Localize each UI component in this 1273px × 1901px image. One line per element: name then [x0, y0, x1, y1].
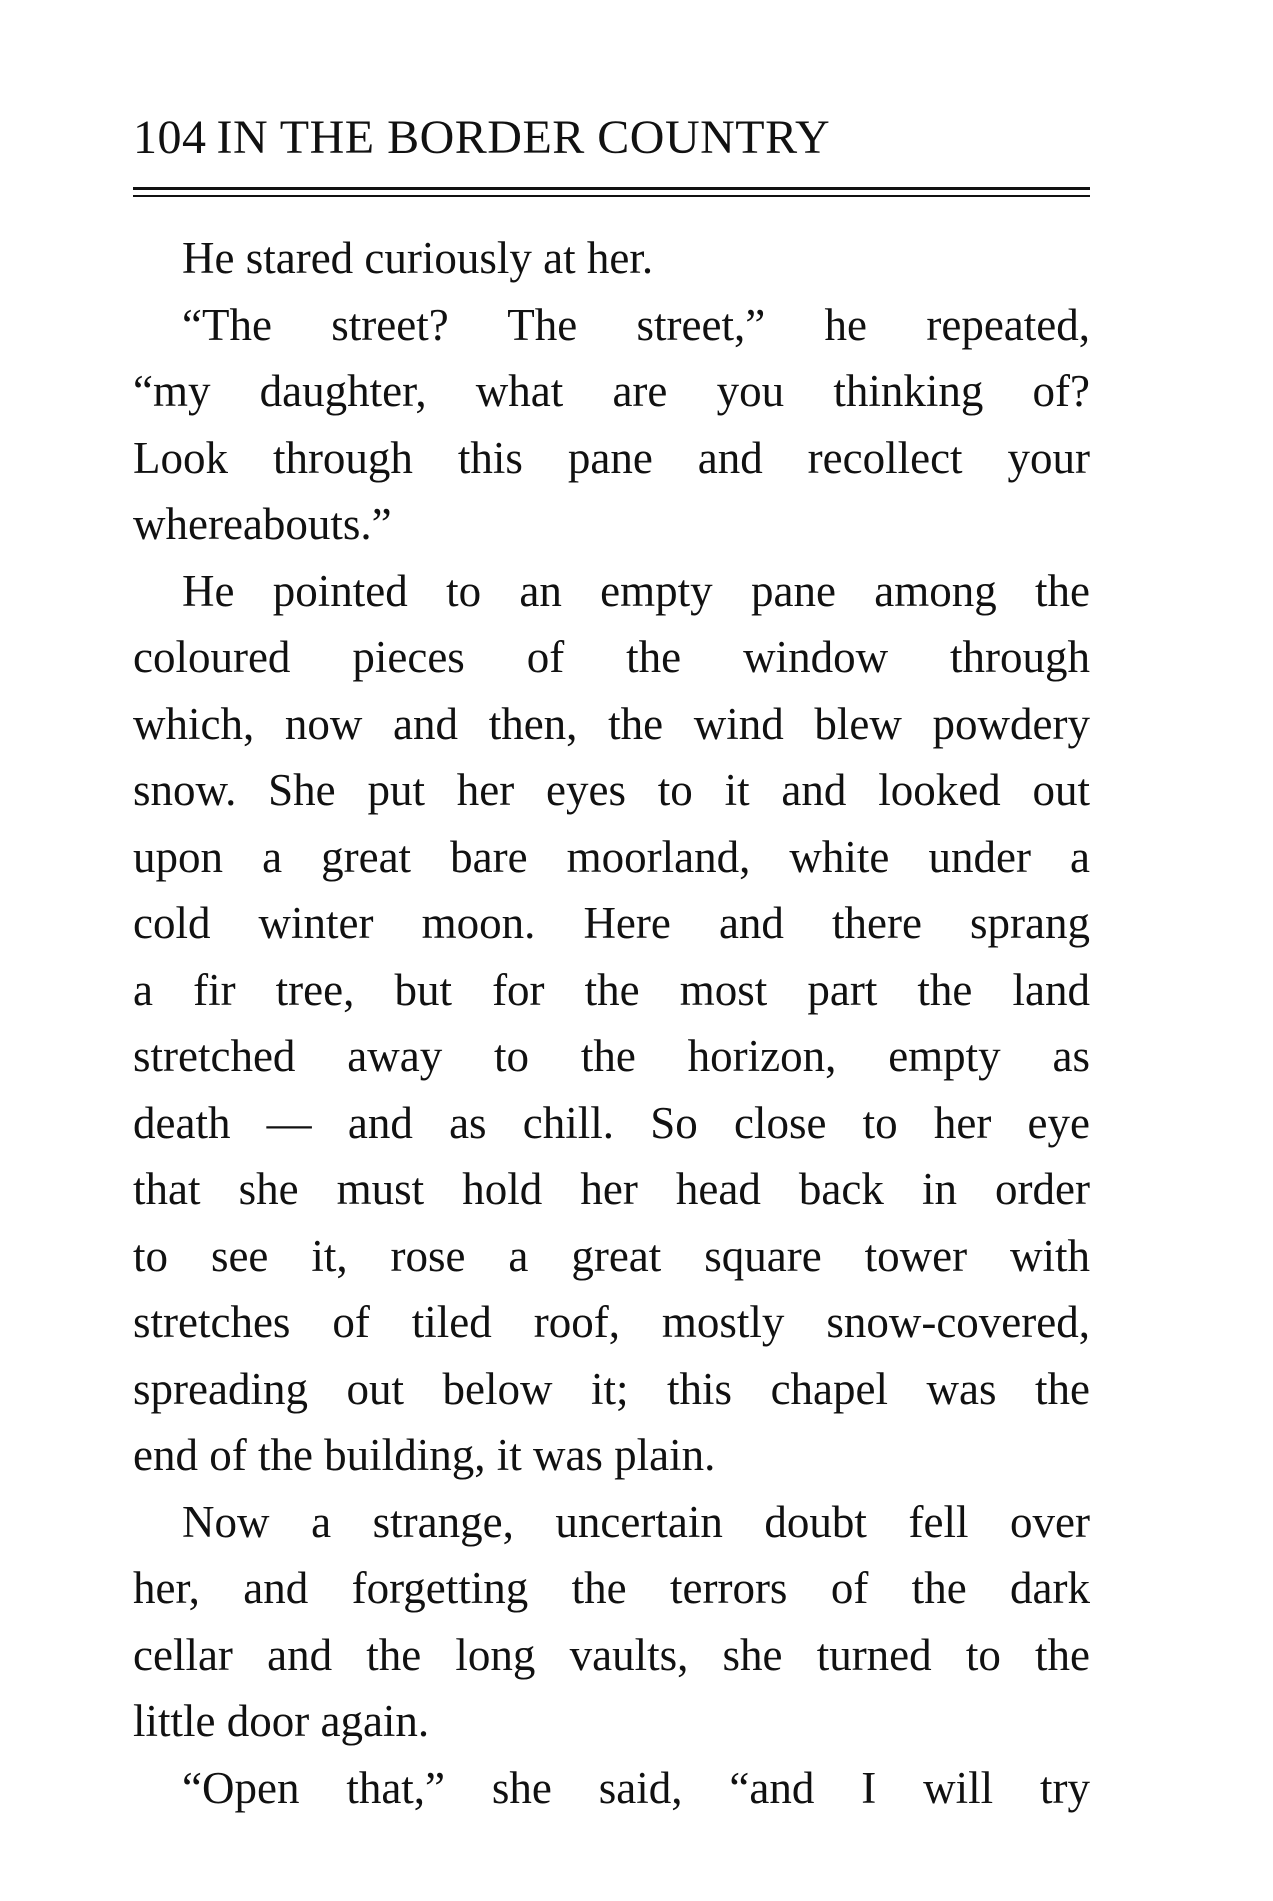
text-line: end of the building, it was plain. [133, 1430, 716, 1480]
header-rule-top [133, 187, 1090, 190]
running-head [133, 108, 1093, 168]
text-line: “my daughter, what are you thinking of? [133, 366, 1090, 416]
text-line: stretches of tiled roof, mostly snow-covered, [133, 1297, 1090, 1347]
text-line: whereabouts.” [133, 499, 392, 549]
text-line: He pointed to an empty pane among the [182, 565, 1090, 616]
text-line: coloured pieces of the window through [133, 632, 1090, 682]
text-line: death — and as chill. So close to her eye [133, 1097, 1090, 1148]
text-line: a fir tree, but for the most part the land [133, 964, 1090, 1015]
text-line: cold winter moon. Here and there sprang [133, 898, 1090, 948]
text-line: her, and forgetting the terrors of the dark [133, 1563, 1090, 1613]
text-line: “The street? The street,” he repeated, [182, 299, 1090, 350]
running-title: IN THE BORDER COUNTRY [216, 111, 831, 164]
text-line: which, now and then, the wind blew powdery [133, 698, 1090, 749]
text-line: Now a strange, uncertain doubt fell over [182, 1496, 1090, 1547]
page-number: 104 [133, 111, 207, 164]
text-line: “Open that,” she said, “and I will try [182, 1762, 1090, 1813]
text-line: He stared curiously at her. [182, 233, 654, 283]
text-line: upon a great bare moorland, white under a [133, 831, 1090, 882]
text-line: snow. She put her eyes to it and looked out [133, 765, 1090, 815]
text-line: little door again. [133, 1696, 430, 1746]
text-line: cellar and the long vaults, she turned to the [133, 1629, 1090, 1680]
text-line: spreading out below it; this chapel was the [133, 1363, 1090, 1414]
header-rule-bottom [133, 195, 1090, 197]
text-line: Look through this pane and recollect your [133, 432, 1090, 483]
text-line: to see it, rose a great square tower with [133, 1230, 1090, 1281]
body-text [133, 225, 1090, 1821]
text-line: stretched away to the horizon, empty as [133, 1031, 1090, 1081]
text-line: that she must hold her head back in order [133, 1164, 1090, 1214]
